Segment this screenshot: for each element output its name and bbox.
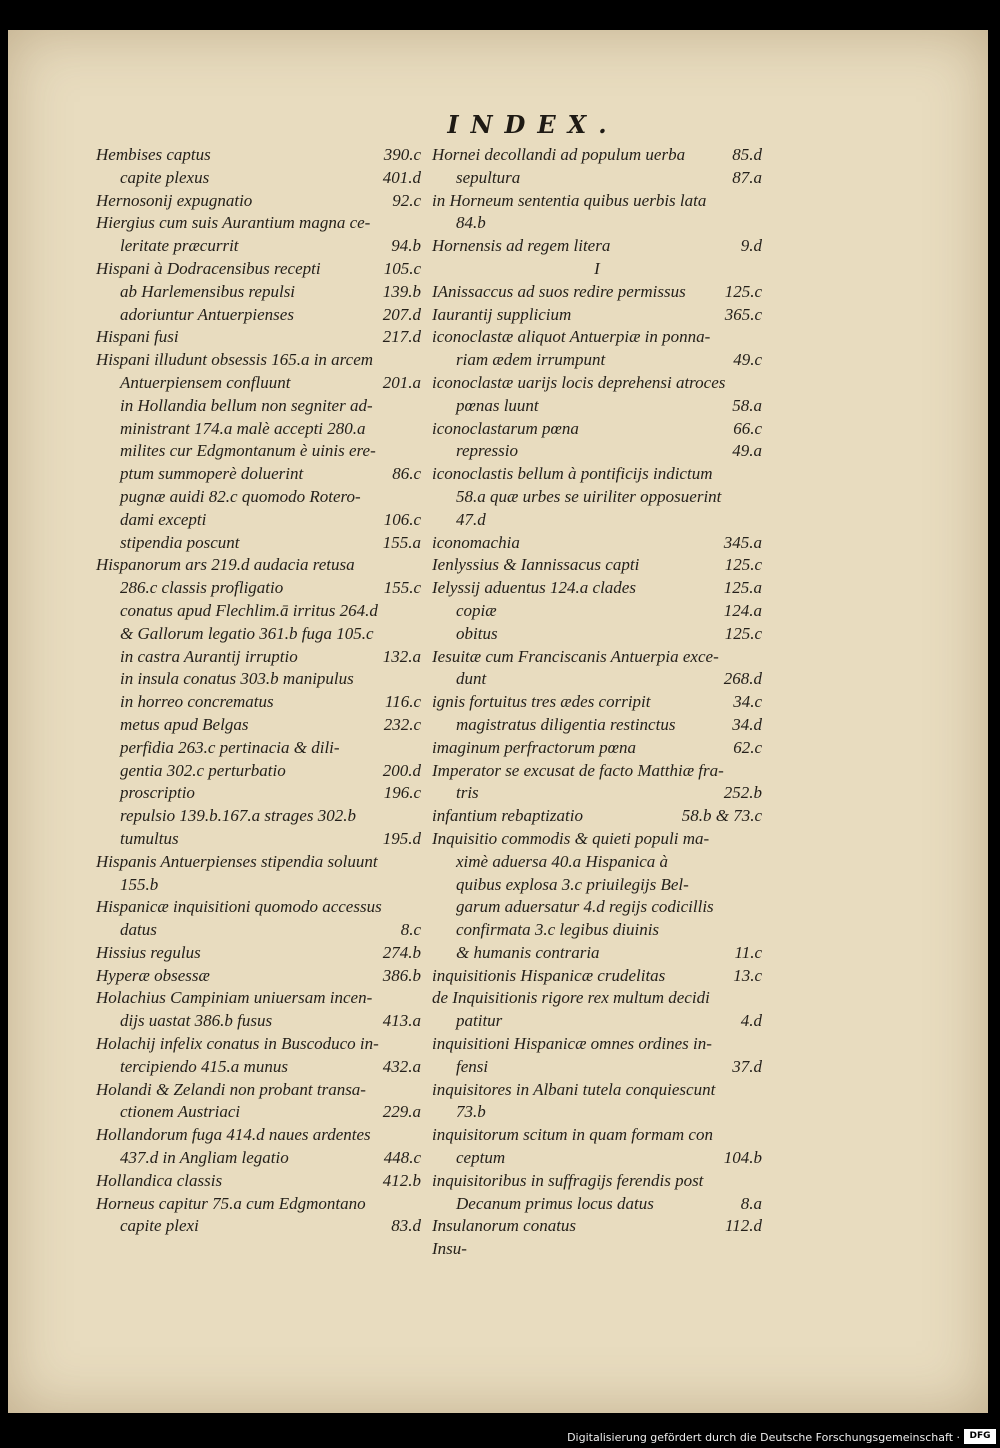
entry-page-ref: [756, 463, 762, 486]
index-entry: [432, 577, 762, 600]
entry-page-ref: 139.b: [382, 281, 421, 301]
entry-page-ref: [415, 1033, 421, 1056]
footer-bar: [0, 1414, 1000, 1448]
entry-page-ref: 34.d: [732, 714, 762, 734]
entry-page-ref: 94.b: [391, 236, 421, 256]
entry-page-ref: 155.a: [382, 532, 421, 552]
entry-text: conatus apud Flechlim.ā irritus 264.d: [120, 600, 378, 620]
index-entry: [96, 646, 421, 669]
entry-text: Hernosonij expugnatio: [96, 190, 253, 210]
entry-text: Iaurantij supplicium: [432, 304, 572, 324]
index-entry: [96, 668, 421, 691]
entry-text: metus apud Belgas: [120, 714, 249, 734]
index-entry: [96, 782, 421, 805]
entry-text: Insu-: [432, 1239, 467, 1259]
entry-page-ref: 412.b: [382, 1170, 421, 1190]
index-entry: [432, 1033, 762, 1056]
entry-page-ref: 104.b: [723, 1148, 762, 1168]
index-entry: [96, 1170, 421, 1193]
index-entry: [432, 1101, 762, 1124]
entry-page-ref: 116.c: [384, 692, 421, 712]
entry-text: infantium rebaptizatio: [432, 806, 583, 826]
entry-page-ref: 87.a: [732, 167, 762, 187]
entry-page-ref: [415, 874, 421, 897]
entry-text: in castra Aurantij irruptio: [120, 646, 298, 666]
entry-page-ref: 86.c: [392, 464, 421, 484]
entry-page-ref: 132.a: [382, 646, 421, 666]
entry-page-ref: 124.a: [723, 600, 762, 620]
entry-page-ref: 83.d: [391, 1216, 421, 1236]
entry-page-ref: 125.c: [724, 281, 762, 301]
entry-text: 58.a quæ urbes se uiriliter opposuerint: [456, 486, 722, 506]
entry-page-ref: [756, 190, 762, 213]
entry-text: fensi: [456, 1056, 489, 1076]
entry-text: inquisitores in Albani tutela conquiescunt: [432, 1079, 716, 1099]
entry-text: iconoclastis bellum à pontificijs indictum: [432, 464, 713, 484]
entry-text: garum aduersatur 4.d regijs codicillis: [456, 897, 714, 917]
entry-text: iconoclastarum pœna: [432, 418, 579, 438]
index-entry: [432, 600, 762, 623]
entry-text: & Gallorum legatio 361.b fuga 105.c: [120, 623, 374, 643]
index-entry: [96, 167, 421, 190]
index-entry: [432, 372, 762, 395]
entry-page-ref: [756, 1101, 762, 1124]
entry-text: Hollandica classis: [96, 1170, 223, 1190]
entry-page-ref: [756, 486, 762, 509]
entry-page-ref: 37.d: [732, 1056, 762, 1076]
index-entry: [432, 919, 762, 942]
index-entry: [432, 395, 762, 418]
index-entry: [432, 1215, 762, 1238]
entry-text: stipendia poscunt: [120, 532, 240, 552]
index-entry: [432, 805, 762, 828]
entry-text: Hispani à Dodracensibus recepti: [96, 258, 321, 278]
entry-text: datus: [120, 920, 157, 940]
index-entry: [432, 349, 762, 372]
index-entry: [96, 1033, 421, 1056]
entry-text: Hispani illudunt obsessis 165.a in arcem: [96, 350, 374, 370]
entry-text: ignis fortuitus tres ædes corripit: [432, 692, 651, 712]
index-entry: [96, 554, 421, 577]
index-entry: [96, 304, 421, 327]
index-entry: [96, 395, 421, 418]
index-entry: [96, 805, 421, 828]
entry-text: tercipiendo 415.a munus: [120, 1056, 288, 1076]
footer-credit: Digitalisierung gefördert durch die Deutsche Forschungsgemeinschaft ·: [567, 1431, 960, 1444]
index-column-right: [432, 144, 762, 1261]
entry-text: repressio: [456, 441, 519, 461]
entry-text: 286.c classis profligatio: [120, 578, 284, 598]
entry-text: pœnas luunt: [456, 395, 539, 415]
entry-text: inquisitoribus in suffragijs ferendis post: [432, 1170, 704, 1190]
entry-text: & humanis contraria: [456, 942, 600, 962]
index-entry: [96, 987, 421, 1010]
index-entry: [432, 235, 762, 258]
entry-text: Insulanorum conatus: [432, 1216, 577, 1236]
index-entry: [96, 919, 421, 942]
entry-text: ximè aduersa 40.a Hispanica à: [456, 851, 669, 871]
entry-page-ref: 207.d: [382, 304, 421, 324]
entry-text: 84.b: [456, 213, 486, 233]
entry-page-ref: [756, 646, 762, 669]
index-entry: [96, 714, 421, 737]
entry-text: Holachius Campiniam uniuersam incen-: [96, 988, 373, 1008]
entry-text: Hyperæ obsessæ: [96, 965, 210, 985]
index-entry: [432, 896, 762, 919]
entry-text: Ienlyssius & Iannissacus capti: [432, 555, 640, 575]
entry-page-ref: 85.d: [732, 145, 762, 164]
index-entry: [96, 372, 421, 395]
entry-text: tumultus: [120, 828, 179, 848]
index-entry: [432, 418, 762, 441]
entry-page-ref: [415, 418, 421, 441]
index-entry: [432, 1124, 762, 1147]
entry-text: capite plexi: [120, 1216, 199, 1236]
index-entry: [96, 828, 421, 851]
entry-page-ref: [756, 1238, 762, 1261]
entry-page-ref: 401.d: [382, 167, 421, 187]
entry-text: adoriuntur Antuerpienses: [120, 304, 294, 324]
entry-page-ref: [415, 395, 421, 418]
index-column-left: [96, 144, 421, 1238]
entry-text: IAnissaccus ad suos redire permissus: [432, 281, 686, 301]
entry-text: in Hollandia bellum non segniter ad-: [120, 395, 373, 415]
entry-page-ref: 58.b & 73.c: [681, 806, 762, 826]
index-entry: [96, 1101, 421, 1124]
entry-text: in Horneum sententia quibus uerbis lata: [432, 190, 707, 210]
index-entry: [432, 1170, 762, 1193]
entry-page-ref: 155.c: [383, 578, 421, 598]
index-entry: [96, 874, 421, 897]
entry-text: riam ædem irrumpunt: [456, 350, 606, 370]
entry-text: Ielyssij aduentus 124.a clades: [432, 578, 636, 598]
entry-page-ref: [756, 509, 762, 532]
entry-page-ref: [415, 1124, 421, 1147]
entry-text: Hispanicæ inquisitioni quomodo accessus: [96, 897, 382, 917]
entry-page-ref: [756, 1124, 762, 1147]
entry-page-ref: 200.d: [382, 760, 421, 780]
index-entry: [96, 760, 421, 783]
entry-page-ref: 62.c: [733, 737, 762, 757]
entry-page-ref: [756, 212, 762, 235]
index-entry: [96, 463, 421, 486]
index-entry: [432, 987, 762, 1010]
entry-text: in insula conatus 303.b manipulus: [120, 669, 354, 689]
entry-text: Hornei decollandi ad populum uerba: [432, 145, 686, 164]
entry-page-ref: 432.a: [382, 1056, 421, 1076]
entry-text: Antuerpiensem confluunt: [120, 372, 291, 392]
entry-text: dunt: [456, 669, 487, 689]
index-entry: [96, 235, 421, 258]
entry-page-ref: [415, 737, 421, 760]
entry-text: Holachij infelix conatus in Buscoduco in-: [96, 1034, 379, 1054]
index-entry: [432, 144, 762, 167]
entry-text: I: [594, 258, 600, 278]
entry-page-ref: [756, 851, 762, 874]
index-entry: [432, 691, 762, 714]
index-entry: [96, 737, 421, 760]
entry-text: iconoclastæ aliquot Antuerpiæ in ponna-: [432, 327, 711, 347]
index-entry: [96, 440, 421, 463]
entry-page-ref: [415, 554, 421, 577]
index-entry: [96, 1056, 421, 1079]
index-entry: [432, 1079, 762, 1102]
entry-text: proscriptio: [120, 783, 195, 803]
entry-page-ref: [415, 212, 421, 235]
entry-page-ref: 365.c: [724, 304, 762, 324]
entry-text: tris: [456, 783, 479, 803]
entry-page-ref: [756, 372, 762, 395]
index-entry: [432, 828, 762, 851]
entry-text: 155.b: [120, 874, 159, 894]
entry-page-ref: [756, 874, 762, 897]
entry-page-ref: 196.c: [383, 783, 421, 803]
index-entry: [432, 646, 762, 669]
entry-page-ref: [756, 326, 762, 349]
index-entry: [432, 463, 762, 486]
entry-text: perfidia 263.c pertinacia & dili-: [120, 737, 340, 757]
entry-text: Hissius regulus: [96, 942, 201, 962]
index-entry: [96, 896, 421, 919]
index-entry: [96, 600, 421, 623]
index-entry: [96, 577, 421, 600]
entry-page-ref: 229.a: [382, 1102, 421, 1122]
entry-text: inquisitorum scitum in quam formam con: [432, 1125, 713, 1145]
entry-text: ptum summoperè doluerint: [120, 464, 304, 484]
index-entry: [432, 1010, 762, 1033]
entry-text: iconomachia: [432, 532, 520, 552]
entry-page-ref: 8.a: [740, 1193, 762, 1213]
entry-page-ref: 217.d: [382, 327, 421, 347]
entry-text: repulsio 139.b.167.a strages 302.b: [120, 806, 356, 826]
entry-text: capite plexus: [120, 167, 210, 187]
index-entry: [432, 1147, 762, 1170]
index-entry: [96, 212, 421, 235]
entry-page-ref: [415, 896, 421, 919]
index-entry: [432, 668, 762, 691]
index-entry: [432, 167, 762, 190]
entry-page-ref: 58.a: [732, 395, 762, 415]
entry-page-ref: [756, 1170, 762, 1193]
entry-text: in horreo concrematus: [120, 692, 274, 712]
entry-page-ref: 232.c: [383, 714, 421, 734]
entry-page-ref: 448.c: [383, 1148, 421, 1168]
index-entry: [432, 782, 762, 805]
index-entry: [96, 942, 421, 965]
entry-page-ref: [756, 1079, 762, 1102]
index-entry: [96, 851, 421, 874]
book-page: [8, 30, 988, 1413]
index-entry: [432, 623, 762, 646]
entry-page-ref: 49.c: [733, 350, 762, 370]
entry-page-ref: 13.c: [733, 965, 762, 985]
entry-text: Iesuitæ cum Franciscanis Antuerpia exce-: [432, 646, 719, 666]
index-entry: [96, 1079, 421, 1102]
index-entry: [432, 760, 762, 783]
dfg-logo: DFG: [964, 1429, 996, 1444]
entry-text: obitus: [456, 623, 498, 643]
index-entry: [96, 965, 421, 988]
entry-text: inquisitioni Hispanicæ omnes ordines in-: [432, 1034, 712, 1054]
entry-page-ref: [415, 349, 421, 372]
index-entry: [432, 1238, 762, 1261]
entry-text: Decanum primus locus datus: [456, 1193, 654, 1213]
entry-page-ref: [415, 987, 421, 1010]
entry-text: magistratus diligentia restinctus: [456, 714, 676, 734]
index-entry: [432, 1193, 762, 1216]
index-entry: [432, 714, 762, 737]
entry-page-ref: [415, 1193, 421, 1216]
index-entry: [432, 1056, 762, 1079]
entry-page-ref: [756, 828, 762, 851]
entry-text: Horneus capitur 75.a cum Edgmontano: [96, 1193, 366, 1213]
index-entry: [432, 304, 762, 327]
index-entry: [432, 258, 762, 281]
entry-text: gentia 302.c perturbatio: [120, 760, 286, 780]
entry-page-ref: 8.c: [400, 920, 421, 940]
entry-text: Hispani fusi: [96, 327, 179, 347]
index-entry: [432, 486, 762, 509]
entry-text: dijs uastat 386.b fusus: [120, 1011, 273, 1031]
entry-page-ref: [415, 805, 421, 828]
entry-page-ref: 125.c: [724, 555, 762, 575]
entry-page-ref: [415, 851, 421, 874]
entry-page-ref: [415, 440, 421, 463]
entry-page-ref: [756, 919, 762, 942]
entry-page-ref: [756, 760, 762, 783]
entry-text: pugnæ auidi 82.c quomodo Rotero-: [120, 486, 361, 506]
index-entry: [96, 532, 421, 555]
index-entry: [96, 418, 421, 441]
entry-page-ref: 413.a: [382, 1011, 421, 1031]
entry-page-ref: 9.d: [740, 236, 762, 256]
entry-text: confirmata 3.c legibus diuinis: [456, 920, 660, 940]
entry-page-ref: [415, 1079, 421, 1102]
index-entry: [432, 737, 762, 760]
entry-page-ref: 49.a: [732, 441, 762, 461]
entry-text: 73.b: [456, 1102, 486, 1122]
index-entry: [96, 281, 421, 304]
entry-page-ref: 92.c: [392, 190, 421, 210]
entry-text: Hembises captus: [96, 145, 211, 164]
page-title: INDEX.: [447, 110, 619, 139]
entry-text: Imperator se excusat de facto Matthiæ fra-: [432, 760, 724, 780]
entry-page-ref: 106.c: [383, 509, 421, 529]
entry-page-ref: [756, 1033, 762, 1056]
entry-page-ref: 11.c: [734, 942, 762, 962]
index-entry: [432, 851, 762, 874]
entry-page-ref: 112.d: [725, 1216, 762, 1236]
index-entry: [432, 509, 762, 532]
entry-page-ref: 201.a: [382, 372, 421, 392]
entry-text: Hispanis Antuerpienses stipendia soluunt: [96, 851, 378, 871]
index-entry: [432, 440, 762, 463]
index-entry: [432, 554, 762, 577]
index-entry: [96, 258, 421, 281]
index-entry: [96, 326, 421, 349]
index-entry: [432, 212, 762, 235]
entry-text: Hollandorum fuga 414.d naues ardentes: [96, 1125, 371, 1145]
index-entry: [96, 691, 421, 714]
entry-text: imaginum perfractorum pœna: [432, 737, 636, 757]
index-entry: [432, 942, 762, 965]
entry-text: ctionem Austriaci: [120, 1102, 241, 1122]
index-entry: [96, 623, 421, 646]
entry-text: ceptum: [456, 1148, 506, 1168]
entry-page-ref: 125.a: [723, 578, 762, 598]
entry-page-ref: 386.b: [382, 965, 421, 985]
index-entry: [96, 144, 421, 167]
index-entry: [432, 326, 762, 349]
entry-page-ref: 268.d: [723, 669, 762, 689]
index-entry: [96, 1215, 421, 1238]
entry-page-ref: 34.c: [733, 692, 762, 712]
entry-page-ref: [415, 600, 421, 623]
entry-page-ref: [756, 987, 762, 1010]
entry-page-ref: [756, 896, 762, 919]
entry-text: copiæ: [456, 600, 497, 620]
entry-text: 47.d: [456, 509, 486, 529]
entry-page-ref: 195.d: [382, 828, 421, 848]
index-entry: [96, 1147, 421, 1170]
entry-page-ref: 105.c: [383, 258, 421, 278]
entry-page-ref: [415, 623, 421, 646]
entry-text: Holandi & Zelandi non probant transa-: [96, 1079, 366, 1099]
index-entry: [96, 1193, 421, 1216]
index-entry: [96, 486, 421, 509]
entry-text: Inquisitio commodis & quieti populi ma-: [432, 828, 710, 848]
index-entry: [96, 1124, 421, 1147]
entry-text: milites cur Edgmontanum è uinis ere-: [120, 441, 376, 461]
index-entry: [432, 190, 762, 213]
entry-page-ref: 125.c: [724, 623, 762, 643]
entry-text: Hiergius cum suis Aurantium magna ce-: [96, 213, 371, 233]
entry-text: Hornensis ad regem litera: [432, 236, 611, 256]
index-entry: [432, 965, 762, 988]
entry-page-ref: 252.b: [723, 783, 762, 803]
entry-page-ref: 345.a: [723, 532, 762, 552]
entry-text: Hispanorum ars 219.d audacia retusa: [96, 555, 355, 575]
index-entry: [432, 874, 762, 897]
entry-text: ab Harlemensibus repulsi: [120, 281, 296, 301]
entry-text: dami excepti: [120, 509, 207, 529]
index-entry: [96, 190, 421, 213]
entry-page-ref: [415, 668, 421, 691]
entry-page-ref: 274.b: [382, 942, 421, 962]
entry-text: leritate præcurrit: [120, 236, 239, 256]
entry-text: ministrant 174.a malè accepti 280.a: [120, 418, 366, 438]
entry-page-ref: 4.d: [740, 1011, 762, 1031]
entry-text: de Inquisitionis rigore rex multum decidi: [432, 988, 710, 1008]
entry-text: inquisitionis Hispanicæ crudelitas: [432, 965, 666, 985]
entry-page-ref: 390.c: [383, 145, 421, 164]
index-entry: [432, 532, 762, 555]
entry-page-ref: [415, 486, 421, 509]
index-entry: [96, 349, 421, 372]
index-entry: [432, 281, 762, 304]
entry-text: 437.d in Angliam legatio: [120, 1148, 289, 1168]
index-entry: [96, 1010, 421, 1033]
entry-text: patitur: [456, 1011, 503, 1031]
index-entry: [96, 509, 421, 532]
entry-page-ref: 66.c: [733, 418, 762, 438]
entry-text: quibus explosa 3.c priuilegijs Bel-: [456, 874, 689, 894]
entry-text: sepultura: [456, 167, 521, 187]
entry-text: iconoclastæ uarijs locis deprehensi atroces: [432, 372, 726, 392]
